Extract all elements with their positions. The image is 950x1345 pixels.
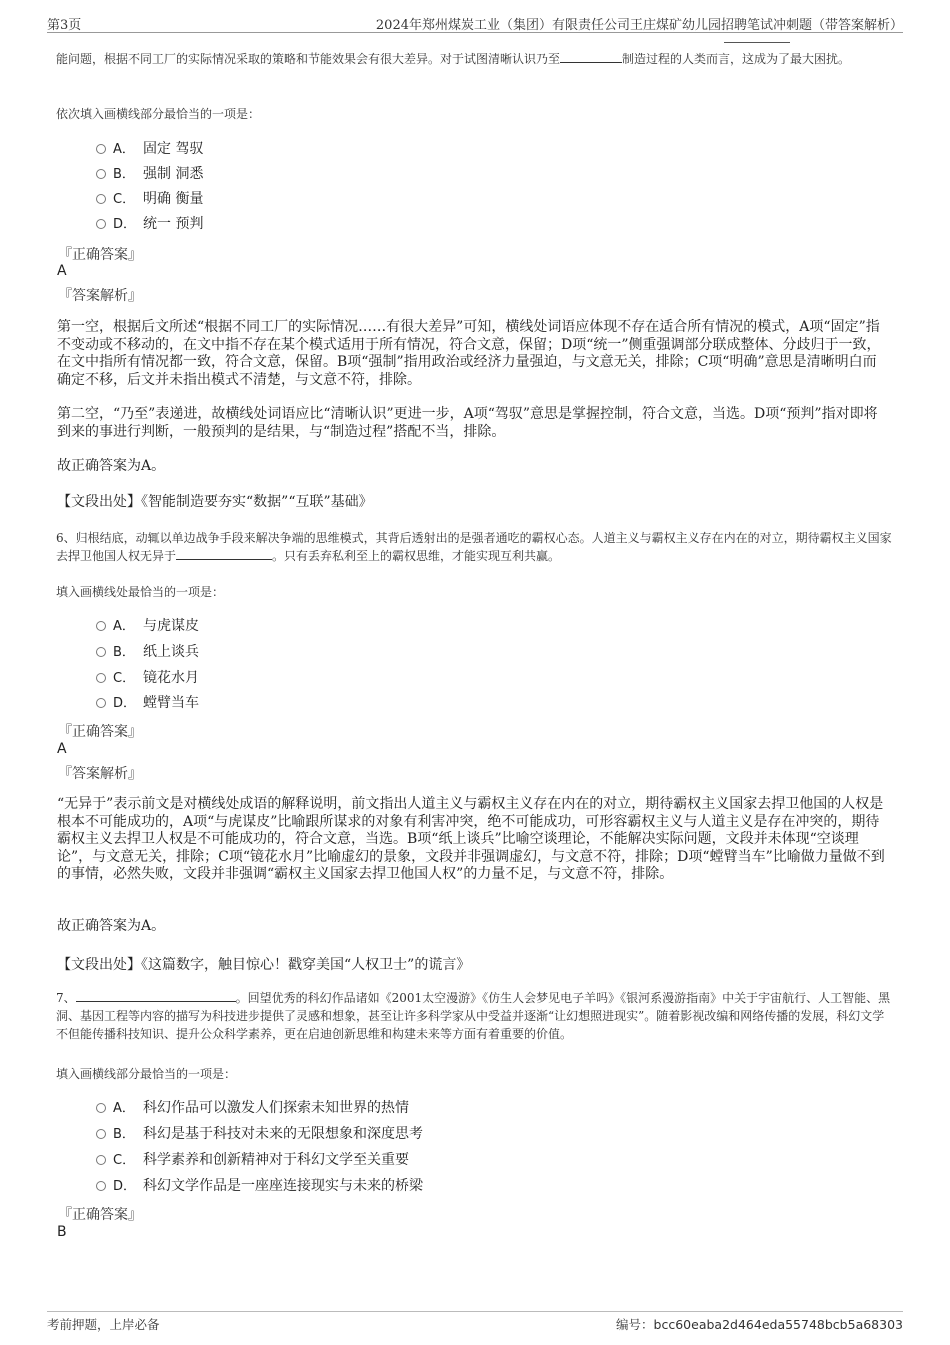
document-serial: 编号：bcc60eaba2d464eda55748bcb5a68303 bbox=[616, 1317, 903, 1332]
radio-icon[interactable] bbox=[96, 621, 106, 631]
radio-icon[interactable] bbox=[96, 144, 106, 154]
radio-icon[interactable] bbox=[96, 1103, 106, 1113]
question-6-stem bbox=[56, 529, 896, 565]
radio-icon[interactable] bbox=[96, 1155, 106, 1165]
answer-label: 『正确答案』 bbox=[58, 247, 142, 263]
option-d[interactable]: D． 科幻文学作品是一座座连接现实与未来的桥梁 bbox=[96, 1176, 423, 1196]
analysis-label: 『答案解析』 bbox=[58, 288, 142, 304]
radio-icon[interactable] bbox=[96, 647, 106, 657]
radio-icon[interactable] bbox=[96, 1129, 106, 1139]
source-citation: 【文段出处】《智能制造要夯实“数据”“互联”基础》 bbox=[57, 494, 373, 510]
page-number: 第3页 bbox=[47, 18, 82, 33]
option-b[interactable]: B． 强制 洞悉 bbox=[96, 164, 203, 184]
question-number: 7、 bbox=[56, 991, 76, 1005]
footer-slogan: 考前押题，上岸必备 bbox=[47, 1317, 160, 1332]
radio-icon[interactable] bbox=[96, 1181, 106, 1191]
analysis-paragraph-1: 第一空，根据后文所述“根据不同工厂的实际情况……有很大差异”可知，横线处词语应体现不存在适合所有情况的模式，A项“固定”指不变动或不移动的，在文中指不存在某个模式适用于所有情况，符合文意，保留；D项“统一”侧重强调部分联成整体、分歧归于一致，在文中指所有情况都一致，符合文意，保留。B项“强制”指用政治或经济力量强迫，与文意无关，排除；C项“明确”意思是清晰明白而确定不移，后文并未指出模式不清楚，与文意不符，排除。 bbox=[57, 319, 881, 388]
fill-blank bbox=[560, 52, 622, 63]
question-6-prompt: 填入画横线处最恰当的一项是： bbox=[56, 585, 225, 599]
fill-blank bbox=[76, 991, 236, 1002]
analysis-paragraph-1: “无异于”表示前文是对横线处成语的解释说明，前文指出人道主义与霸权主义存在内在的对立，期待霸权主义国家去捍卫他国的人权是根本不可能成功的，A项“与虎谋皮”比喻跟所谋求的对象有利害冲突，绝不可能成功，可形容霸权主义与人道主义是存在冲突的，期待霸权主义去捍卫人权是不可能成功的，符合文意，当选。B项“纸上谈兵”比喻空谈理论，不能解决实际问题，文段并未体现“空谈理论”，与文意无关，排除；C项“镜花水月”比喻虚幻的景象，文段并非强调虚幻，与文意不符，排除；D项“螳臂当车”比喻做力量做不到的事情，必然失败，文段并非强调“霸权主义国家去捍卫他国人权”的力量不足，与文意不符，排除。 bbox=[57, 796, 885, 882]
header-decoration bbox=[724, 42, 790, 43]
question-5-stem bbox=[56, 50, 896, 68]
option-a[interactable]: A． 固定 驾驭 bbox=[96, 139, 203, 159]
stem-part-2: 。只有丢弃私利至上的霸权思维，才能实现互利共赢。 bbox=[272, 549, 561, 563]
option-d[interactable]: D． 统一 预判 bbox=[96, 214, 203, 234]
question-7-stem bbox=[56, 989, 896, 1043]
radio-icon[interactable] bbox=[96, 673, 106, 683]
option-b[interactable]: B． 纸上谈兵 bbox=[96, 642, 199, 662]
option-d[interactable]: D． 螳臂当车 bbox=[96, 693, 199, 713]
answer-label: 『正确答案』 bbox=[58, 1207, 142, 1223]
answer-value: B bbox=[57, 1224, 67, 1240]
option-c[interactable]: C． 科学素养和创新精神对于科幻文学至关重要 bbox=[96, 1150, 409, 1170]
document-title: 2024年郑州煤炭工业（集团）有限责任公司王庄煤矿幼儿园招聘笔试冲刺题（带答案解析） bbox=[375, 18, 903, 33]
option-b[interactable]: B． 科幻是基于科技对未来的无限想象和深度思考 bbox=[96, 1124, 423, 1144]
page-footer bbox=[47, 1311, 903, 1332]
radio-icon[interactable] bbox=[96, 169, 106, 179]
option-a[interactable]: A． 科幻作品可以激发人们探索未知世界的热情 bbox=[96, 1098, 409, 1118]
page-header bbox=[47, 12, 903, 33]
radio-icon[interactable] bbox=[96, 194, 106, 204]
question-5-prompt: 依次填入画横线部分最恰当的一项是： bbox=[56, 107, 261, 121]
radio-icon[interactable] bbox=[96, 698, 106, 708]
question-7-prompt: 填入画横线部分最恰当的一项是： bbox=[56, 1067, 237, 1081]
stem-part-2: 。回望优秀的科幻作品诸如《2001太空漫游》《仿生人会梦见电子羊吗》《银河系漫游指南》中关于宇宙航行、人工智能、黑洞、基因工程等内容的描写为科技进步提供了灵感和想象，甚至让许多科学家从中受益并逐渐“让幻想照进现实”。随着影视改编和网络传播的发展，科幻文学不但能传播科技知识、提升公众科学素养，更在启迪创新思维和构建未来等方面有着重要的价值。 bbox=[56, 991, 891, 1041]
analysis-paragraph-2: 第二空，“乃至”表递进，故横线处词语应比“清晰认识”更进一步，A项“驾驭”意思是掌握控制，符合文意，当选。D项“预判”指对即将到来的事进行判断，一般预判的是结果，与“制造过程”搭配不当，排除。 bbox=[57, 406, 878, 440]
stem-part-2: 制造过程的人类而言，这成为了最大困扰。 bbox=[622, 52, 851, 66]
analysis-label: 『答案解析』 bbox=[58, 766, 142, 782]
fill-blank bbox=[176, 549, 272, 560]
analysis-conclusion: 故正确答案为A。 bbox=[57, 918, 166, 934]
stem-part-1: 能问题，根据不同工厂的实际情况采取的策略和节能效果会有很大差异。对于试图清晰认识乃至 bbox=[56, 52, 561, 66]
radio-icon[interactable] bbox=[96, 219, 106, 229]
analysis-conclusion: 故正确答案为A。 bbox=[57, 458, 166, 474]
option-c[interactable]: C． 明确 衡量 bbox=[96, 189, 203, 209]
stem-part-1: 6、归根结底，动辄以单边战争手段来解决争端的思维模式，其背后透射出的是强者通吃的霸权心态。人道主义与霸权主义存在内在的对立，期待霸权主义国家去捍卫他国人权无异于 bbox=[56, 531, 892, 563]
answer-value: A bbox=[57, 263, 67, 279]
source-citation: 【文段出处】《这篇数字，触目惊心！戳穿美国“人权卫士”的谎言》 bbox=[57, 957, 471, 973]
answer-value: A bbox=[57, 741, 67, 757]
option-a[interactable]: A． 与虎谋皮 bbox=[96, 616, 199, 636]
answer-label: 『正确答案』 bbox=[58, 724, 142, 740]
option-c[interactable]: C． 镜花水月 bbox=[96, 668, 199, 688]
